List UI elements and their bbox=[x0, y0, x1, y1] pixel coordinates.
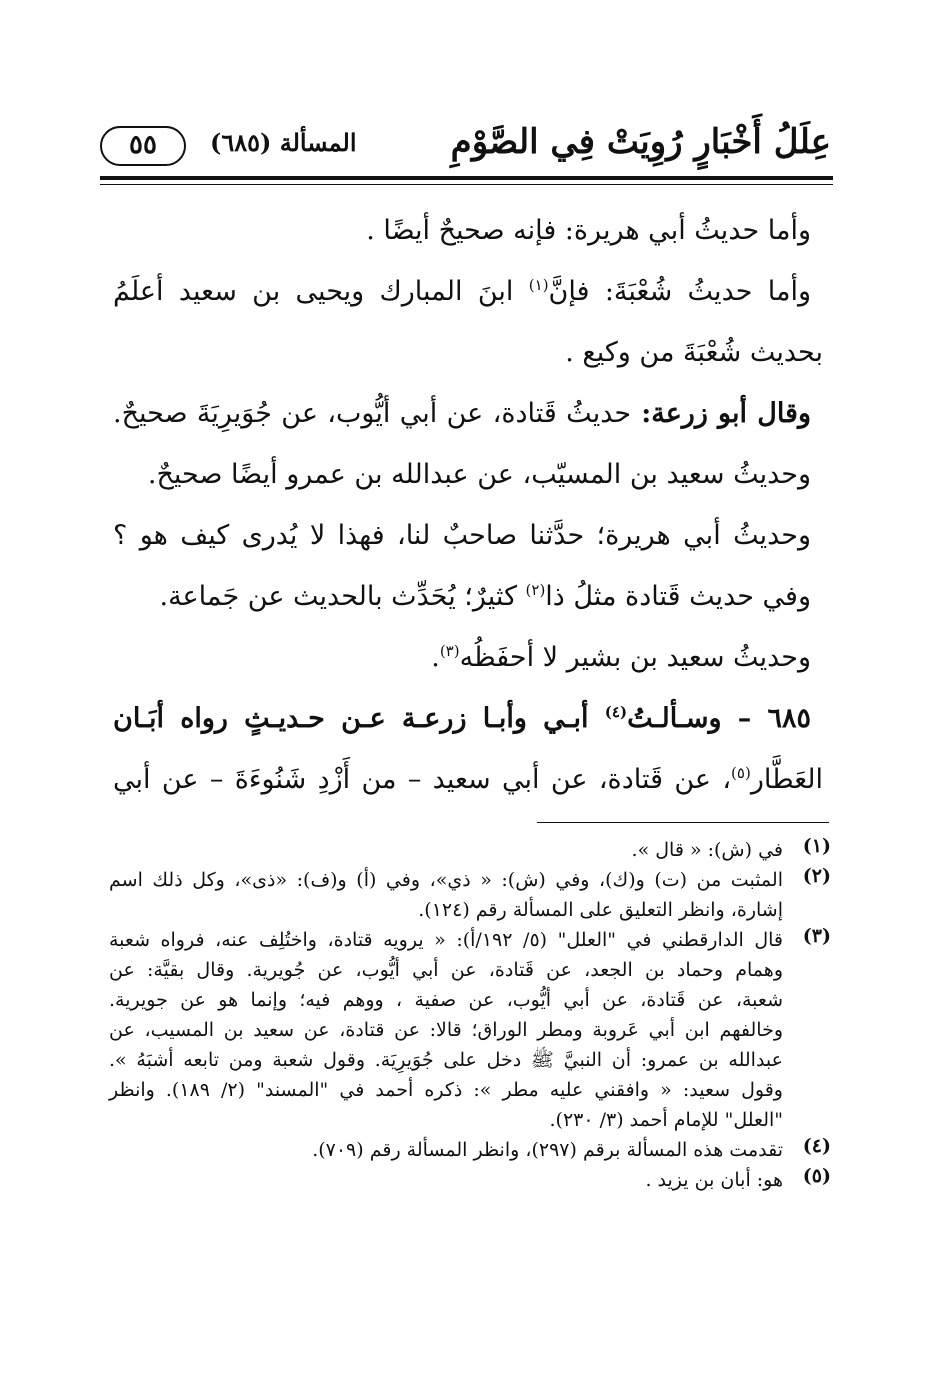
header-rule-thin bbox=[100, 184, 833, 185]
footnote-marker: (٢) bbox=[525, 581, 546, 599]
footnote bbox=[109, 1165, 831, 1195]
footnote-number: (٣) bbox=[802, 925, 831, 947]
footnote-marker: (٤) bbox=[604, 703, 628, 721]
page-number: ٥٥ bbox=[100, 126, 186, 166]
footnote-line: تقدمت هذه المسألة برقم (٢٩٧)، وانظر المسألة رقم (٧٠٩). bbox=[312, 1139, 783, 1161]
footnote-number: (١) bbox=[802, 835, 831, 857]
issue-label: المسألة (٦٨٥) bbox=[210, 128, 357, 157]
text-segment: ، عن قَتادة، عن أبي سعيد – من أَزْدِ شَنُوءَةَ – عن أبي bbox=[113, 764, 732, 795]
footnote-line: شعبة، عن قَتادة، عن أبي أيُّوب، عن صفية ، ووهم فيه؛ وإنما هو عن جويرية. bbox=[109, 989, 783, 1011]
footnotes bbox=[109, 835, 831, 1195]
footnote-number: (٢) bbox=[802, 865, 831, 887]
text-line bbox=[113, 383, 823, 444]
text-segment: بحديث شُعْبَةَ من وكيع . bbox=[565, 337, 823, 368]
text-segment: كثيرٌ؛ يُحَدِّث بالحديث عن جَماعة. bbox=[159, 581, 526, 612]
footnote-line: وقول سعيد: « وافقني عليه مطر »: ذكره أحمد في "المسند" (٢/ ١٨٩). وانظر bbox=[109, 1079, 783, 1101]
footnote-line: إشارة، وانظر التعليق على المسألة رقم (١٢٤). bbox=[418, 899, 783, 921]
footnote-line: قال الدارقطني في "العلل" (٥/ ١٩٢/أ): « يرويه قتادة، واختُلِف عنه، فرواه شعبة bbox=[109, 929, 784, 951]
text-segment: . bbox=[431, 642, 440, 673]
text-line bbox=[113, 322, 823, 383]
text-line bbox=[113, 444, 823, 505]
text-segment: وأما حديثُ شُعْبَةَ: فإنَّ bbox=[548, 276, 811, 307]
footnote-line: هو: أبان بن يزيد . bbox=[645, 1169, 783, 1191]
footnote-line: عبدالله بن عمرو: أن النبيَّ ﷺ دخل على جُوَيرِيَة. وقول شعبة ومن تابعه أشبَهُ ». bbox=[109, 1049, 783, 1071]
footnote bbox=[109, 1135, 831, 1165]
text-segment-bold: وقال أبو زرعة: bbox=[631, 398, 811, 429]
footnote bbox=[109, 865, 831, 925]
footnote-number: (٥) bbox=[802, 1165, 831, 1187]
text-segment: ابنَ المبارك ويحيى بن سعيد أعلَمُ bbox=[113, 276, 514, 307]
text-line bbox=[113, 566, 823, 627]
text-segment: وحديثُ سعيد بن بشير لا أحفَظُه bbox=[459, 642, 811, 673]
book-title: عِلَلُ أَخْبَارٍ رُوِيَتْ فِي الصَّوْمِ bbox=[450, 122, 831, 162]
text-segment-bold: أبـي وأبـا زرعـة عـن حـديـثٍ رواه أبَـان bbox=[113, 703, 605, 734]
footnote-marker: (١) bbox=[528, 276, 549, 294]
main-text bbox=[113, 200, 823, 810]
text-line bbox=[113, 688, 823, 749]
text-segment: وأما حديثُ أبي هريرة: فإنه صحيحٌ أيضًا . bbox=[366, 215, 811, 246]
text-segment: حديثُ قَتادة، عن أبي أيُّوب، عن جُوَيرِيَةَ صحيحٌ. bbox=[113, 398, 632, 429]
footnote bbox=[109, 925, 831, 1135]
text-line bbox=[113, 505, 823, 566]
text-segment-bold: ٦٨٥ – وسـألـتُ bbox=[627, 703, 812, 734]
footnote-line: في (ش): « قال ». bbox=[631, 839, 783, 861]
footnote-marker: (٥) bbox=[731, 764, 751, 782]
text-line bbox=[113, 627, 823, 688]
text-segment: وفي حديث قَتادة مثلُ ذا bbox=[545, 581, 811, 612]
header-rule-thick bbox=[100, 176, 833, 180]
footnote-marker: (٣) bbox=[439, 642, 460, 660]
text-line bbox=[113, 749, 823, 810]
footnote bbox=[109, 835, 831, 865]
text-segment: العَطَّار bbox=[750, 764, 823, 795]
footnote-line: المثبت من (ت) و(ك)، وفي (ش): « ذي»، وفي (أ) و(ف): «ذى»، وكل ذلك اسم bbox=[109, 869, 783, 891]
footnote-line: وخالفهم ابن أبي عَروبة ومطر الوراق؛ قالا: عن قتادة، عن سعيد بن المسيب، عن bbox=[109, 1019, 783, 1041]
text-line bbox=[113, 200, 823, 261]
footnote-number: (٤) bbox=[802, 1135, 831, 1157]
text-line bbox=[113, 261, 823, 322]
page-header bbox=[100, 118, 831, 176]
text-segment: وحديثُ سعيد بن المسيّب، عن عبدالله بن عمرو أيضًا صحيحٌ. bbox=[147, 459, 811, 490]
footnote-line: وهمام وحماد بن الجعد، عن قَتادة، عن أبي أيُّوب، عن جُويرية. وقال بقيَّة: عن bbox=[109, 959, 783, 981]
footnote-line: "العلل" للإمام أحمد (٣/ ٢٣٠). bbox=[549, 1109, 783, 1131]
footnote-separator bbox=[537, 822, 829, 823]
text-segment: وحديثُ أبي هريرة؛ حدَّثنا صاحبٌ لنا، فهذا لا يُدرى كيف هو ؟ bbox=[113, 520, 811, 551]
